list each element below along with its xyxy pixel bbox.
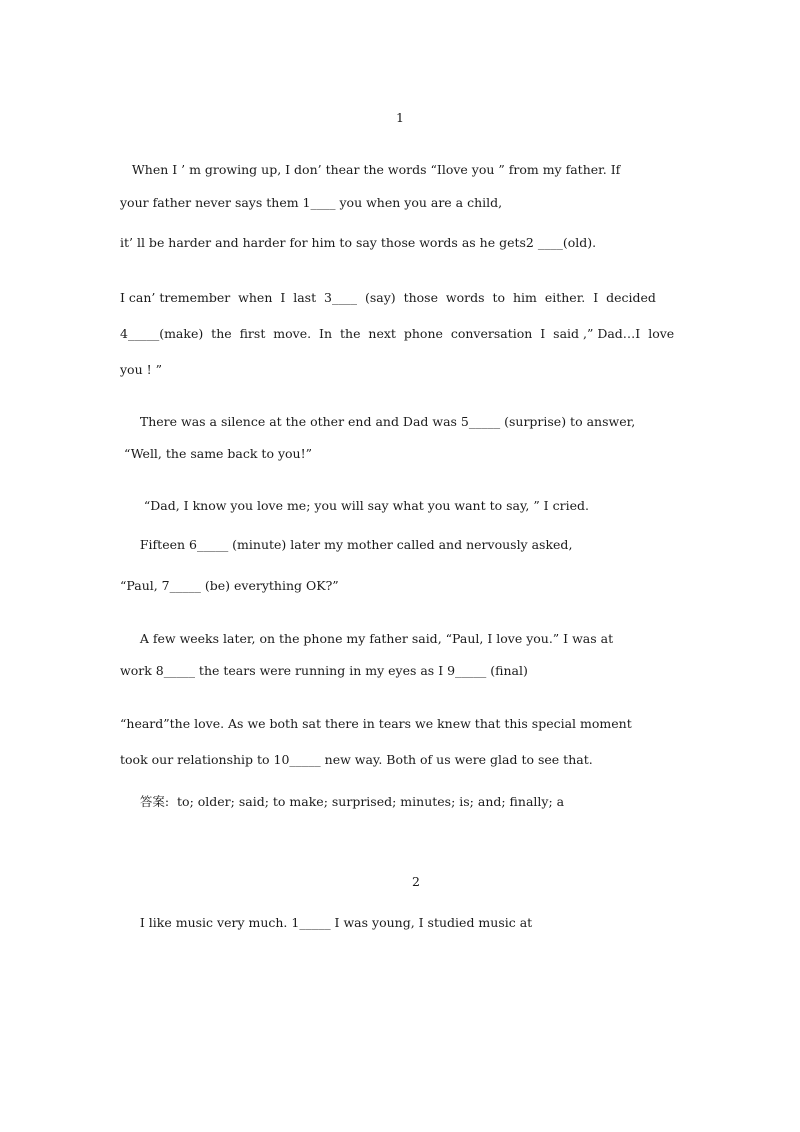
section-2-number: 2 <box>412 874 420 889</box>
paragraph-line: “Well, the same back to you!” <box>120 446 312 461</box>
paragraph-line: “Paul, 7_____ (be) everything OK?” <box>120 578 339 593</box>
paragraph-line: “heard”the love. As we both sat there in tears we knew that this special moment <box>120 716 632 731</box>
section-1-number: 1 <box>396 110 404 125</box>
paragraph-line: There was a silence at the other end and Dad was 5_____ (surprise) to answer, <box>120 414 636 429</box>
paragraph-line: When I ’ m growing up, I don’ thear the words “Ilove you ” from my father. If <box>120 162 621 177</box>
paragraph-line: took our relationship to 10_____ new way. Both of us were glad to see that. <box>120 752 593 767</box>
paragraph-line: work 8_____ the tears were running in my eyes as I 9_____ (final) <box>120 663 528 678</box>
paragraph-line: “Dad, I know you love me; you will say what you want to say, ” I cried. <box>120 498 589 513</box>
paragraph-line: it’ ll be harder and harder for him to say those words as he gets2 ____(old). <box>120 235 597 250</box>
paragraph-line: 4_____(make) the first move. In the next phone conversation I said ,” Dad…I love <box>120 326 675 341</box>
paragraph-line: I can’ tremember when I last 3____ (say) those words to him either. I decided <box>120 290 656 305</box>
paragraph-line: your father never says them 1____ you when you are a child, <box>120 195 503 210</box>
answer-key-line: 答案: to; older; said; to make; surprised; minutes; is; and; finally; a <box>120 794 565 809</box>
paragraph-line: A few weeks later, on the phone my father said, “Paul, I love you.” I was at <box>120 631 614 646</box>
paragraph-line: I like music very much. 1_____ I was young, I studied music at <box>120 915 533 930</box>
paragraph-line: Fifteen 6_____ (minute) later my mother called and nervously asked, <box>120 537 573 552</box>
paragraph-line: you ! ” <box>120 362 162 377</box>
